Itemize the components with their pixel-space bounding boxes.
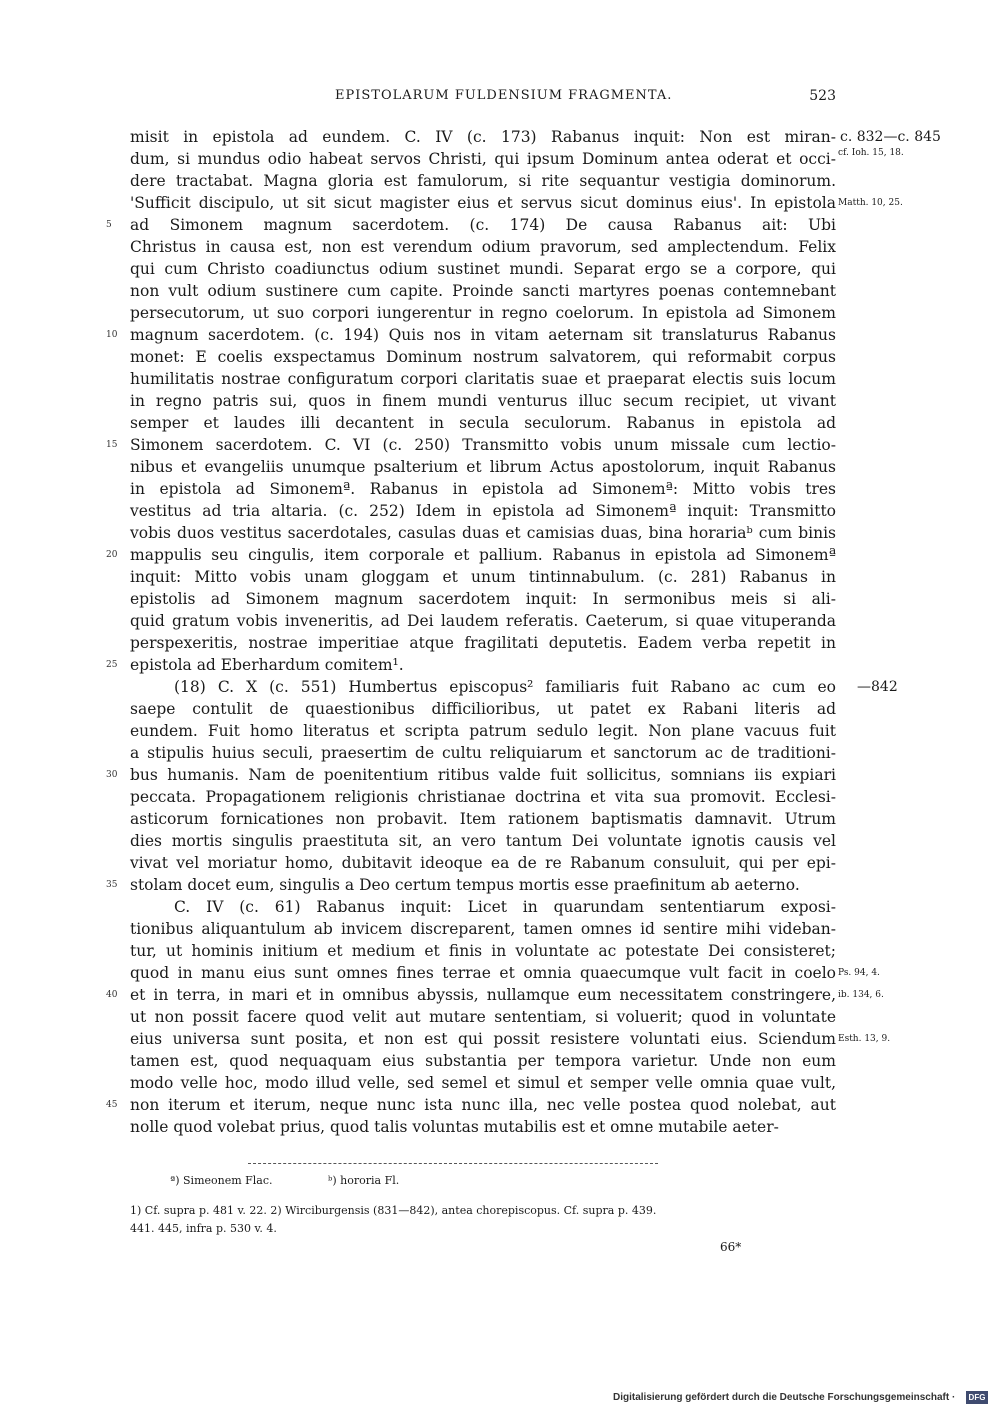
line-text: epistola ad Eberhardum comitem¹. xyxy=(130,656,404,674)
text-line xyxy=(130,896,836,918)
text-line xyxy=(106,764,836,786)
line-text: humilitatis nostrae configuratum corpori claritatis suae et praeparat electis suis locum xyxy=(130,370,836,388)
text-line xyxy=(130,698,836,720)
line-text: eius universa sunt posita, et non est qui possit resistere voluntati eius. Sciendum xyxy=(130,1030,836,1048)
text-line xyxy=(130,412,836,434)
text-line xyxy=(130,280,836,302)
text-line xyxy=(130,390,836,412)
line-text: stolam docet eum, singulis a Deo certum tempus mortis esse praefinitum ab aeterno. xyxy=(130,876,800,894)
footnote-1-2: 1) Cf. supra p. 481 v. 22. 2) Wirciburgensis (831—842), antea chorepiscopus. Cf. supra p. 439. xyxy=(130,1204,657,1217)
text-line xyxy=(130,566,836,588)
text-line xyxy=(106,544,836,566)
line-text: tur, ut hominis initium et medium et finis in voluntate ac potestate Dei consisteret; xyxy=(130,942,836,960)
text-line xyxy=(130,456,836,478)
text-line xyxy=(130,610,836,632)
margin-ref-john: cf. Ioh. 15, 18. xyxy=(838,148,904,158)
printer-signature: 66* xyxy=(720,1240,742,1254)
text-line xyxy=(130,742,836,764)
line-text: et in terra, in mari et in omnibus abyssis, nullamque eum necessitatem constringere, xyxy=(130,986,836,1004)
text-line xyxy=(130,500,836,522)
line-text: non vult odium sustinere cum capite. Proinde sancti martyres poenas contemnebant xyxy=(130,282,836,300)
line-text: asticorum fornicationes non probavit. Item rationem baptismatis damnavit. Utrum xyxy=(130,810,836,828)
text-line xyxy=(130,1116,836,1138)
line-number: 35 xyxy=(106,880,118,890)
line-text: vivat vel moriatur homo, dubitavit ideoque ea de re Rabanum consuluit, qui per epi- xyxy=(130,854,836,872)
line-text: ut non possit facere quod velit aut mutare sententiam, si voluerit; quod in voluntate xyxy=(130,1008,836,1026)
line-text: epistolis ad Simonem magnum sacerdotem inquit: In sermonibus meis si ali- xyxy=(130,590,836,608)
line-text: quid gratum vobis inveneritis, ad Dei laudem referatis. Caeterum, si quae vituperanda xyxy=(130,612,836,630)
text-line xyxy=(130,368,836,390)
line-number: 5 xyxy=(106,220,112,230)
line-number: 40 xyxy=(106,990,118,1000)
text-line xyxy=(106,434,836,456)
page-header xyxy=(130,88,836,110)
text-line xyxy=(130,148,904,170)
funding-notice: Digitalisierung gefördert durch die Deutsche Forschungsgemeinschaft · xyxy=(613,1392,956,1403)
line-text: tamen est, quod nequaquam eius substantia per tempora varietur. Unde non eum xyxy=(130,1052,836,1070)
running-title: EPISTOLARUM FULDENSIUM FRAGMENTA. xyxy=(335,88,673,103)
line-text: nibus et evangeliis unumque psalterium et librum Actus apostolorum, inquit Rabanus xyxy=(130,458,836,476)
line-text: inquit: Mitto vobis unam gloggam et unum tintinnabulum. (c. 281) Rabanus in xyxy=(130,568,836,586)
text-line xyxy=(130,170,836,192)
text-line xyxy=(130,676,898,698)
line-text: quod in manu eius sunt omnes fines terrae et omnia quaecumque vult facit in coelo xyxy=(130,964,836,982)
line-text: modo velle hoc, modo illud velle, sed semel et simul et semper velle omnia quae vult, xyxy=(130,1074,836,1092)
text-line xyxy=(130,478,836,500)
text-line xyxy=(130,1006,836,1028)
text-line xyxy=(130,632,836,654)
footnote-b: ᵇ) hororia Fl. xyxy=(328,1174,400,1187)
text-line xyxy=(130,236,836,258)
text-line xyxy=(106,984,884,1006)
text-line xyxy=(130,1028,891,1050)
line-text: qui cum Christo coadiunctus odium sustinet mundi. Separat ergo se a corpore, qui xyxy=(130,260,836,278)
line-text: peccata. Propagationem religionis christianae doctrina et vita sua promovit. Ecclesi- xyxy=(130,788,836,806)
text-line xyxy=(130,830,836,852)
line-text: semper et laudes illi decantent in secula seculorum. Rabanus in epistola ad xyxy=(130,414,836,432)
line-number: 15 xyxy=(106,440,118,450)
footnote-a: ª) Simeonem Flac. xyxy=(170,1174,273,1187)
line-text: nolle quod volebat prius, quod talis voluntas mutabilis est et omne mutabile aeter- xyxy=(130,1118,779,1136)
line-text: saepe contulit de quaestionibus difficilioribus, ut patet ex Rabani literis ad xyxy=(130,700,836,718)
line-text: dum, si mundus odio habeat servos Christi, qui ipsum Dominum antea oderat et occi- xyxy=(130,150,836,168)
line-number: 30 xyxy=(106,770,118,780)
line-text: perspexeritis, nostrae imperitiae atque fragilitati deputetis. Eadem verba repetit in xyxy=(130,634,836,652)
line-number: 45 xyxy=(106,1100,118,1110)
line-text: bus humanis. Nam de poenitentium ritibus valde fuit sollicitus, somnians iis expiari xyxy=(130,766,836,784)
margin-ref-psalm: Ps. 94, 4. xyxy=(838,968,880,978)
text-line xyxy=(130,346,836,368)
text-line xyxy=(130,808,836,830)
text-line xyxy=(130,588,836,610)
line-text: misit in epistola ad eundem. C. IV (c. 173) Rabanus inquit: Non est miran- xyxy=(130,128,836,146)
line-text: vobis duos vestitus sacerdotales, casulas duas et camisias duas, bina horariaᵇ cum binis xyxy=(130,524,836,542)
line-text: C. IV (c. 61) Rabanus inquit: Licet in quarundam sententiarum exposi- xyxy=(174,898,836,916)
text-line xyxy=(106,874,836,896)
line-text: in regno patris sui, quos in finem mundi venturus illuc secum recipiet, ut vivant xyxy=(130,392,836,410)
text-line xyxy=(130,918,836,940)
dfg-logo-icon: DFG xyxy=(966,1391,988,1404)
text-line xyxy=(130,302,836,324)
line-text: eundem. Fuit homo literatus et scripta patrum sedulo legit. Non plane vacuus fuit xyxy=(130,722,836,740)
text-line xyxy=(130,1072,836,1094)
margin-ref-esther: Esth. 13, 9. xyxy=(838,1034,891,1044)
line-text: monet: E coelis exspectamus Dominum nostrum salvatorem, qui reformabit corpus xyxy=(130,348,836,366)
margin-date-1: c. 832—c. 845 xyxy=(840,129,941,145)
line-text: vestitus ad tria altaria. (c. 252) Idem in epistola ad Simonemª inquit: Transmitto xyxy=(130,502,836,520)
margin-ref-ib: ib. 134, 6. xyxy=(838,990,884,1000)
line-text: ad Simonem magnum sacerdotem. (c. 174) De causa Rabanus ait: Ubi xyxy=(130,216,836,234)
text-line xyxy=(130,1050,836,1072)
text-line xyxy=(130,720,836,742)
text-line xyxy=(130,786,836,808)
body-text xyxy=(106,126,941,1138)
footnote-2-continued: 441. 445, infra p. 530 v. 4. xyxy=(130,1222,277,1235)
text-line xyxy=(130,192,903,214)
text-line xyxy=(106,654,836,676)
line-text: (18) C. X (c. 551) Humbertus episcopus² familiaris fuit Rabano ac cum eo xyxy=(174,678,836,696)
line-number: 10 xyxy=(106,330,118,340)
footnote-separator xyxy=(248,1163,658,1164)
text-line xyxy=(106,214,836,236)
line-text: mappulis seu cingulis, item corporale et pallium. Rabanus in epistola ad Simonemª xyxy=(130,546,836,564)
line-text: Simonem sacerdotem. C. VI (c. 250) Transmitto vobis unum missale cum lectio- xyxy=(130,436,836,454)
line-text: persecutorum, ut suo corpori iungerentur in regno coelorum. In epistola ad Simonem xyxy=(130,304,836,322)
line-text: dies mortis singulis praestituta sit, an vero tantum Dei voluntate ignotis causis vel xyxy=(130,832,836,850)
text-line xyxy=(130,258,836,280)
line-text: dere tractabat. Magna gloria est famulorum, si rite sequantur vestigia dominorum. xyxy=(130,172,836,190)
page-number: 523 xyxy=(809,88,836,104)
line-text: a stipulis huius seculi, praesertim de cultu reliquiarum et sanctorum ac de traditioni- xyxy=(130,744,836,762)
text-line xyxy=(130,940,836,962)
line-number: 25 xyxy=(106,660,118,670)
text-line xyxy=(130,852,836,874)
text-line xyxy=(106,324,836,346)
line-text: magnum sacerdotem. (c. 194) Quis nos in vitam aeternam sit translaturus Rabanus xyxy=(130,326,836,344)
line-number: 20 xyxy=(106,550,118,560)
text-line xyxy=(130,522,836,544)
line-text: non iterum et iterum, neque nunc ista nunc illa, nec velle postea quod nolebat, aut xyxy=(130,1096,836,1114)
line-text: in epistola ad Simonemª. Rabanus in epistola ad Simonemª: Mitto vobis tres xyxy=(130,480,836,498)
line-text: Christus in causa est, non est verendum odium pravorum, sed amplectendum. Felix xyxy=(130,238,836,256)
text-line xyxy=(130,126,941,148)
text-line xyxy=(106,1094,836,1116)
line-text: tionibus aliquantulum ab invicem discreparent, tamen omnes id sentire mihi videban- xyxy=(130,920,836,938)
line-text: 'Sufficit discipulo, ut sit sicut magister eius et servus sicut dominus eius'. In epistola xyxy=(130,194,836,212)
margin-date-2: —842 xyxy=(857,679,898,695)
margin-ref-matthew: Matth. 10, 25. xyxy=(838,198,903,208)
text-line xyxy=(130,962,880,984)
